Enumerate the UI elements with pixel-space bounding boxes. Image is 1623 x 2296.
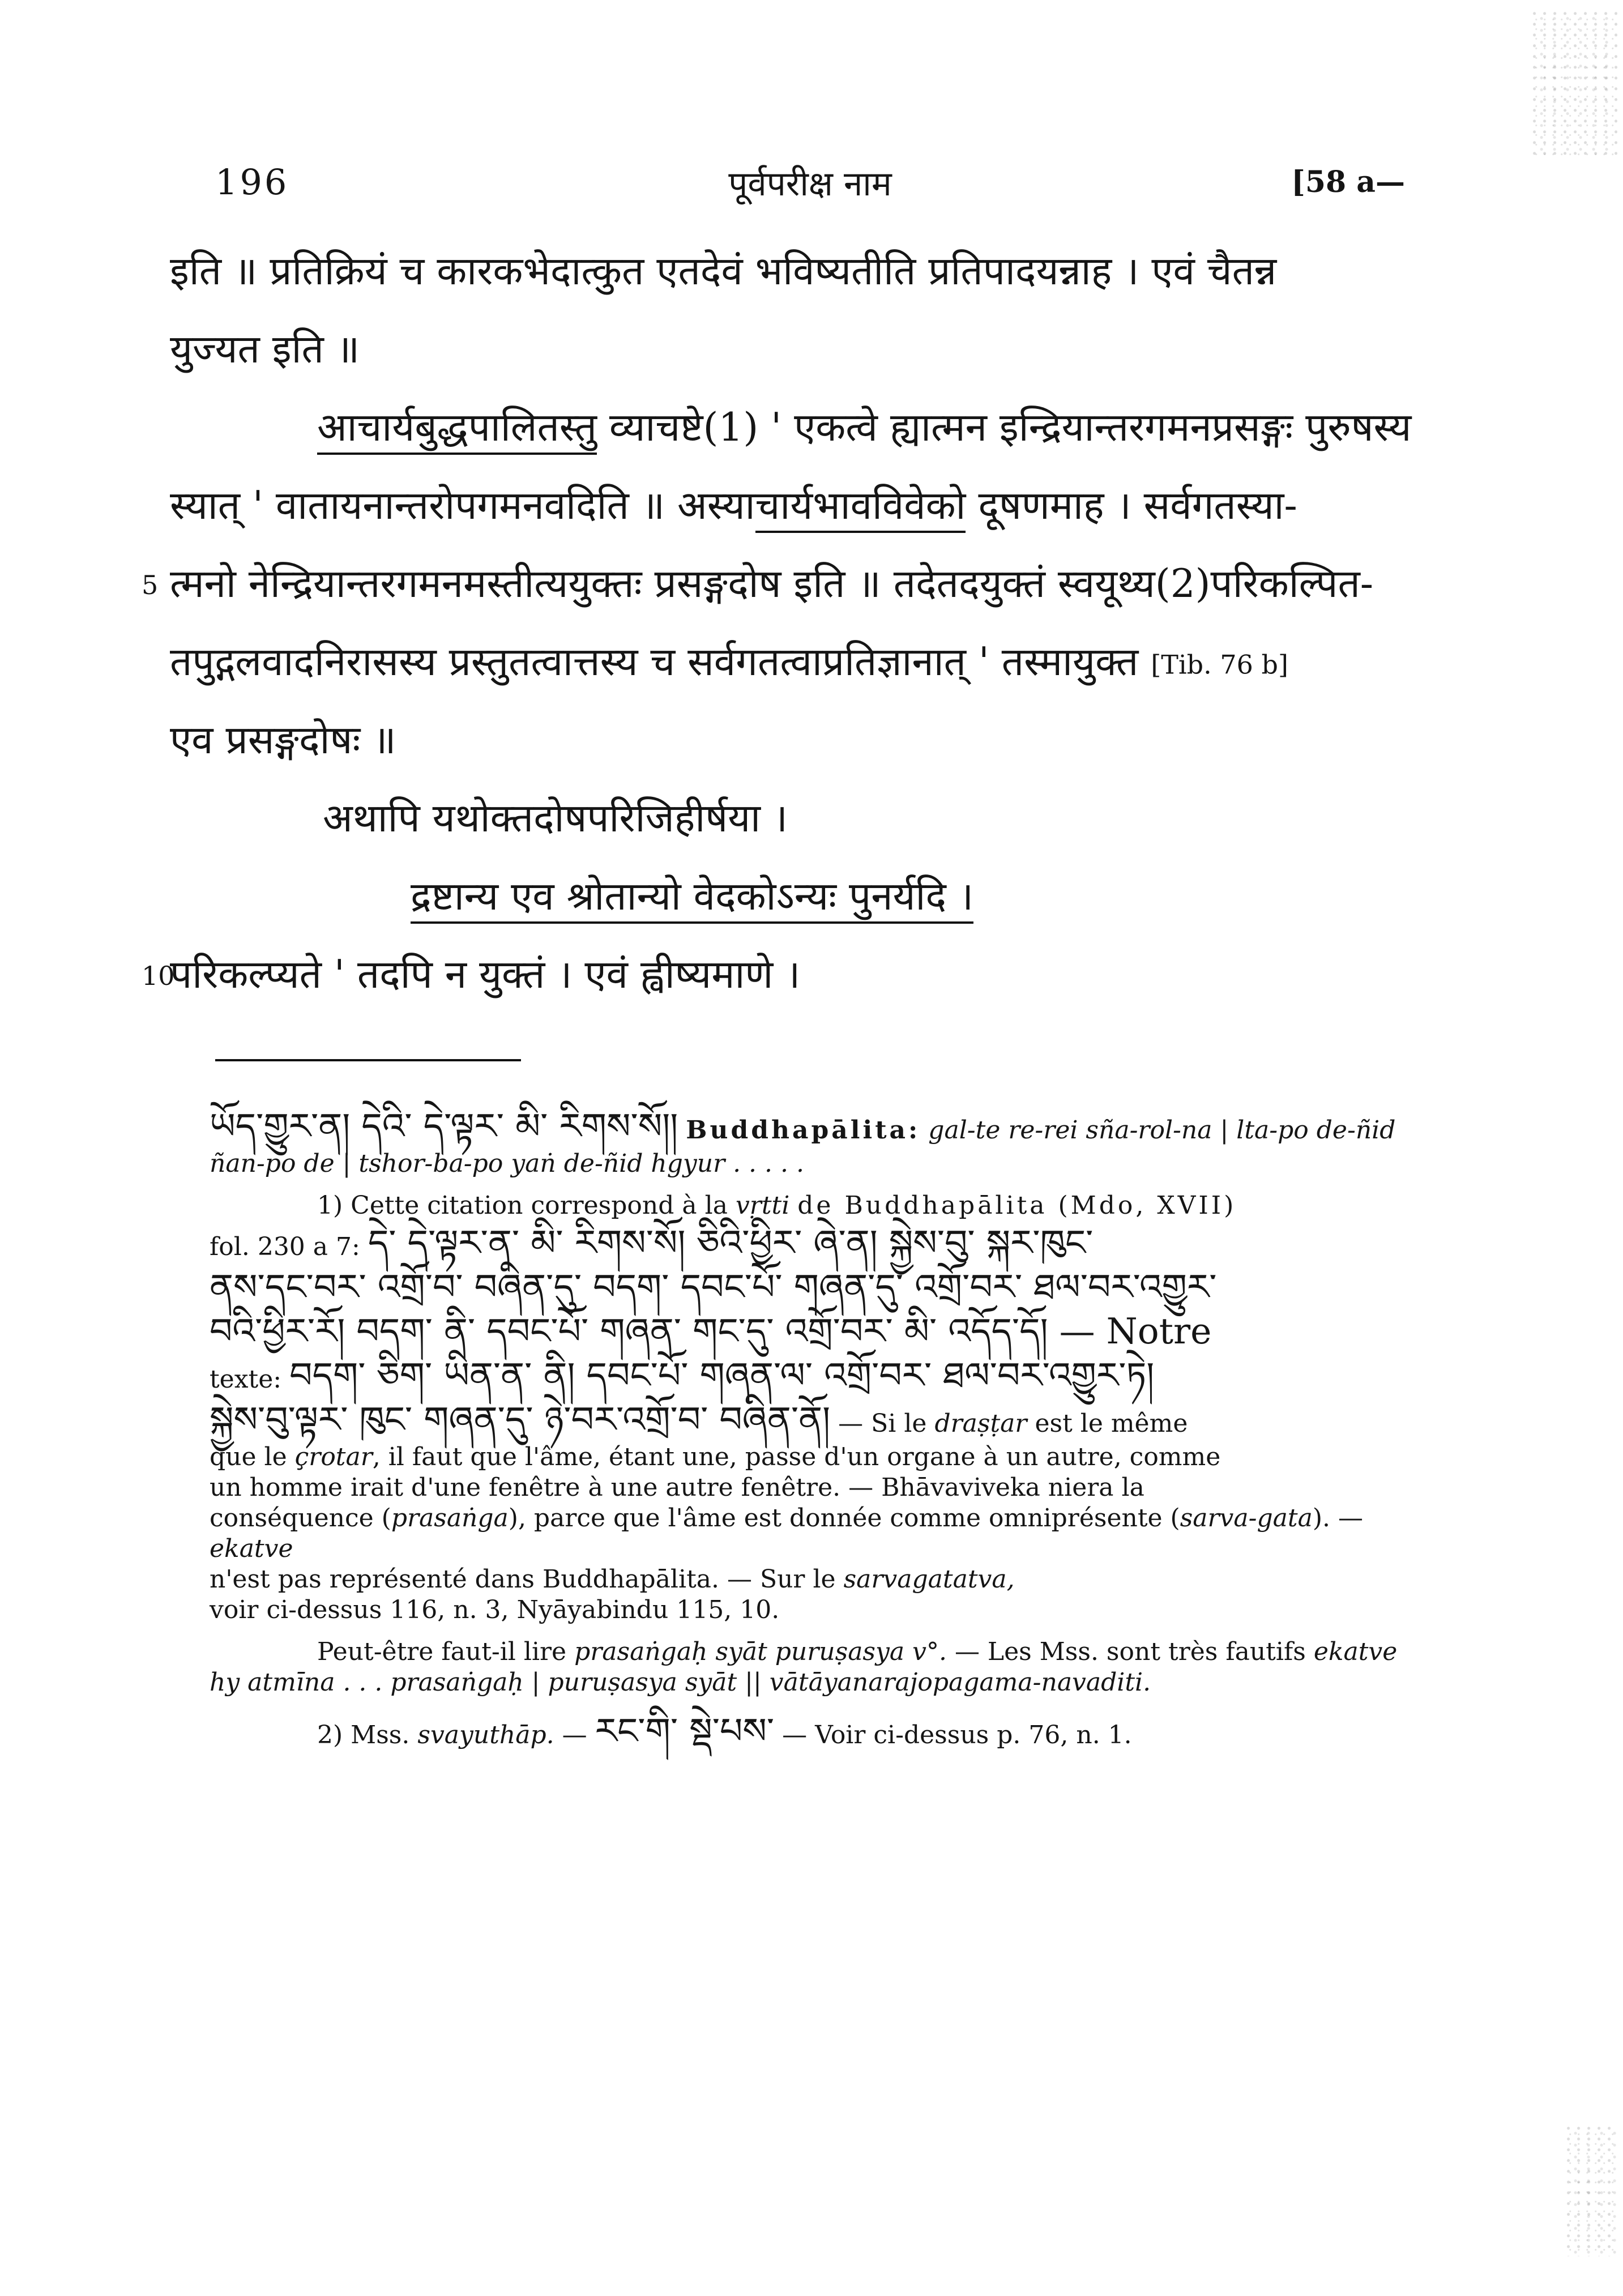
note-text: Peut-être faut-il lire [317,1637,567,1666]
line-content: त्मनो नेन्द्रियान्तरगमनमस्तीत्ययुक्तः प्रसङ्गदोष इति ॥ तदेतदयुक्तं स्वयूथ्य(2)परिकल्पित- [170,561,1374,607]
line-content: तपुद्गलवादनिरासस्य प्रस्तुतत्वात्तस्य च सर्वगतत्वाप्रतिज्ञानात् ' तस्मायुक्त [170,639,1139,685]
note-text: — Si le [838,1409,927,1438]
italic-term: çrotar [294,1443,373,1471]
line-content: स्यात् ' वातायनान्तरोपगमनवदिति ॥ अस्या [170,483,755,528]
running-title: पूर्वपरीक्ष नाम [728,164,892,204]
verse-line: अथापि यथोक्तदोषपरिजिहीर्षया । [323,796,788,841]
text-line-5 [142,561,1419,607]
text-line-1 [170,249,1419,294]
buddhapalita-note [210,1104,1425,1179]
note-text: ), parce que l'âme est donnée comme omniprésente ( [508,1504,1180,1533]
note-text: — Les Mss. sont très fautifs [954,1637,1306,1666]
note-text: de Buddhapālita (Mdo, XVII) [797,1191,1237,1220]
italic-term: ekatve hy atmīna . . . prasaṅgaḥ | puruṣasya syāt || vātāyanarajopagama-navaditi. [210,1637,1398,1697]
emendation-note [210,1637,1425,1698]
note-text: — Voir ci-dessus p. 76, n. 1. [782,1721,1132,1749]
page-edge-noise [1566,2126,1617,2256]
footnote-1-french-line-4 [210,1503,1425,1564]
footnote-1-french-line-5 [210,1564,1425,1595]
footnotes [210,1104,1425,1753]
note-text: — [562,1721,587,1749]
note-text: conséquence ( [210,1504,391,1533]
note-text: , il faut que l'âme, étant une, passe d'un organe à un autre, comme [372,1443,1221,1471]
line-content: परिकल्प्यते ' तदपि न युक्तं । एवं ह्वीष्यमाणे । [170,952,801,997]
text-line-7 [170,718,1419,763]
tibetan-text: བདག་ ཅིག་ ཡིན་ན་ ནི། དབང་པོ་ གཞན་ལ་ འགྲོ་བར་ ཐལ་བར་འགྱུར་ཏེ། [289,1355,1155,1396]
line-number: 5 [142,570,159,600]
folio-reference: [58 a— [1291,165,1405,199]
italic-term: sarvagatatva, [843,1565,1015,1594]
italic-term: prasaṅga [391,1504,509,1533]
line-content: युज्यत इति ॥ [170,327,360,372]
tibetan-text: ནས་དང་བར་ འགྲོ་བ་ བཞིན་དུ་ བདག་ དབང་པོ་ གཞན་དུ་ འགྲོ་བར་ ཐལ་བར་འགྱུར་ [210,1266,1217,1308]
italic-term: vṛtti [735,1191,790,1220]
line-content: व्याचष्टे(1) ' एकत्वे ह्यात्मन इन्द्रियान्तरगमनप्रसङ्गः पुरुषस्य [596,405,1412,450]
transliteration: gal-te re-rei sña-rol-na | lta-po de-ñid ñan-po de | tshor-ba-po yaṅ de-ñid hgyur . . . . . [210,1116,1396,1178]
underlined-author-name: आचार्यबुद्धपालितस्तु [317,405,597,455]
footnote-1-tibetan-line-2 [210,1265,1425,1309]
line-number: 10 [142,961,175,991]
footnote-1-french-line-6 [210,1595,1425,1625]
text-line-4 [170,484,1419,528]
note-text: est le même [1035,1409,1188,1438]
italic-term: svayuthāp. [417,1721,554,1749]
page-header [215,161,1405,207]
tibetan-text: སྐྱེས་བུ་ལྟར་ ཁུང་ གཞན་དུ་ ཉེ་བར་འགྲོ་བ་ བཞིན་ནོ། [210,1399,831,1440]
note-label: texte: [210,1365,282,1394]
footnote-1-tibetan-line-5 [210,1398,1425,1442]
main-sanskrit-text [142,249,1419,1031]
tibetan-text: རང་གི་ སྡེ་པས་ [595,1710,775,1752]
line-content: इति ॥ प्रतिक्रियं च कारकभेदात्कुत एतदेवं भविष्यतीति प्रतिपादयन्नाह । एवं चैतन्न [170,249,1277,294]
tibetan-text: བའི་ཕྱིར་རོ། བདག་ ནི་ དབང་པོ་ གཞན་ གང་དུ་ འགྲོ་བར་ མི་ འདོད་དོ། — Notre [210,1311,1212,1352]
tibetan-text: དེ་ དེ་ལྟར་ན་ མི་ རིགས་སོ། ཅིའི་ཕྱིར་ ཞེ་ན། སྐྱེས་བུ་ སྐར་ཁུང་ [368,1222,1094,1264]
tibetan-quote: ཡོད་གྱུར་ན། དེའི་ དེ་ལྟར་ མི་ རིགས་སོ།། [210,1106,678,1147]
underlined-author-name: चार्यभावविवेको [755,483,966,533]
note-text: un homme irait d'une fenêtre à une autre fenêtre. — Bhāvaviveka niera la [210,1473,1144,1502]
text-line-8 [170,796,1419,841]
line-content: एव प्रसङ्गदोषः ॥ [170,718,396,763]
italic-term: sarva-gata [1180,1504,1313,1533]
note-text: ). — [1312,1504,1363,1533]
page-number: 196 [215,161,289,203]
note-text: 1) Cette citation correspond à la [317,1191,728,1220]
footnote-1-tibetan-line-1 [210,1221,1425,1265]
italic-term: ekatve [210,1534,293,1563]
text-line-10 [142,952,1419,997]
note-text: que le [210,1443,287,1471]
italic-term: draṣṭar [934,1409,1027,1438]
note-text: voir ci-dessus 116, n. 3, Nyāyabindu 115, 10. [210,1595,780,1624]
folio-reference: fol. 230 a 7: [210,1232,360,1261]
note-text: n'est pas représenté dans Buddhapālita. — Sur le [210,1565,836,1594]
text-line-3 [170,406,1419,450]
footnote-1-tibetan-line-3 [210,1309,1425,1354]
tibetan-reference: [Tib. 76 b] [1151,649,1288,680]
text-line-6 [170,640,1419,685]
footnote-1 [210,1190,1425,1221]
footnote-1-tibetan-line-4 [210,1354,1425,1398]
line-content: दूषणमाह । सर्वगतस्या- [966,483,1297,528]
footnote-separator [215,1059,521,1061]
text-line-2 [170,327,1419,372]
note-text: 2) Mss. [317,1721,410,1749]
footnote-1-french-line-2 [210,1442,1425,1473]
footnote-2 [210,1709,1425,1753]
underlined-verse-line: द्रष्टान्य एव श्रोतान्यो वेदकोऽन्यः पुनर्यदि । [411,874,973,924]
text-line-9 [170,874,1419,919]
italic-term: prasaṅgaḥ syāt puruṣasya v°. [574,1637,947,1666]
footnote-1-french-line-3 [210,1473,1425,1503]
source-label: Buddhapālita: [686,1116,921,1145]
page-edge-noise [1532,11,1617,159]
